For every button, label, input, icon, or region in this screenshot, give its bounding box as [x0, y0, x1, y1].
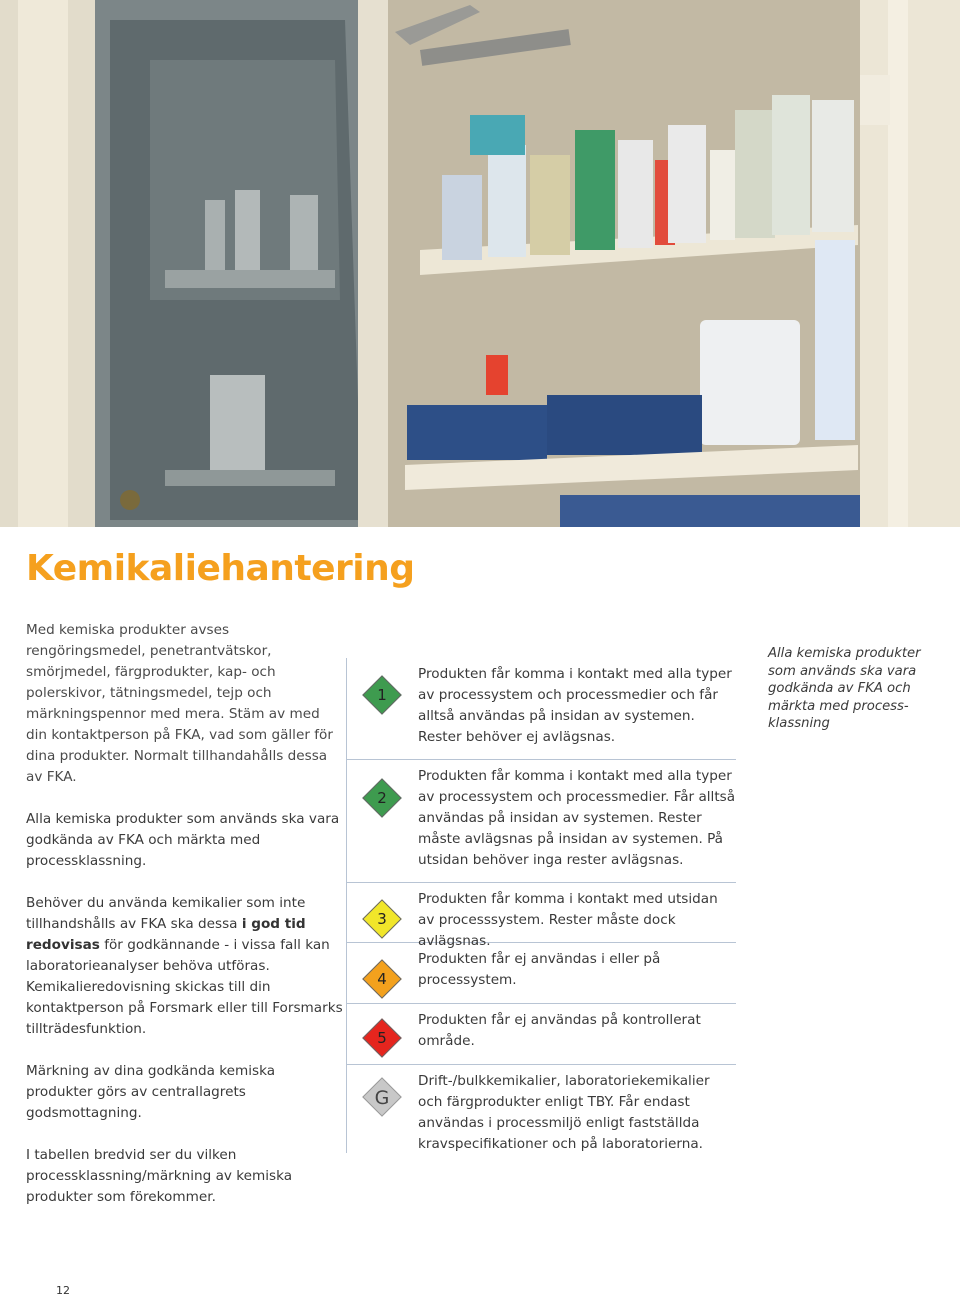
- class-description-4: Produkten får ej användas i eller på processystem.: [418, 951, 661, 988]
- class-label-1: 1: [377, 686, 387, 704]
- intro-paragraph: Med kemiska produkter avses rengöringsmedel, penetrantvätskor, smörjmedel, färgprodukter, kap- och polerskivor, tätningsmedel, tejp och märkningspennor med mera. Stäm av med din kontaktperson på FKA, vad som gäller för dina produkter. Normalt tillhandahålls dessa av FKA.: [26, 622, 333, 785]
- class-row-5: [347, 1004, 736, 1065]
- class-row-g: [347, 1065, 736, 1153]
- class-description-1: Produkten får komma i kontakt med alla typer av processystem och processmedier och får alltså användas på insidan av systemen. Rester behöver ej avlägsnas.: [418, 666, 732, 745]
- class-symbol-4: [347, 943, 413, 1003]
- cabinet-photo: [0, 0, 960, 527]
- class-symbol-5: [347, 1004, 413, 1064]
- approval-paragraph: Alla kemiska produkter som används ska vara godkända av FKA och märkta med processklassning.: [26, 811, 340, 869]
- class-label-5: 5: [377, 1029, 387, 1047]
- class-row-1: [347, 658, 736, 760]
- class-description-5: Produkten får ej användas på kontrollerat område.: [418, 1012, 701, 1049]
- class-row-2: [347, 760, 736, 883]
- reporting-text-end: för godkännande - i vissa fall kan laboratorieanalyser behöva utföras. Kemikalieredovisning skickas till din kontaktperson på Forsmark eller till Forsmarks tillträdesfunktion.: [26, 937, 343, 1037]
- class-row-3: [347, 883, 736, 949]
- reporting-text-start: Behöver du använda kemikalier som inte tillhandshålls av FKA ska dessa: [26, 895, 306, 932]
- class-description-g: Drift-/bulkkemikalier, laboratoriekemikalier och färgprodukter enligt TBY. Får endast användas i processmiljö enligt fastställda kravspecifikationer och på laboratorierna.: [418, 1073, 710, 1152]
- class-symbol-g: [347, 1065, 413, 1153]
- table-reference-paragraph: I tabellen bredvid ser du vilken processklassning/märkning av kemiska produkter som förekommer.: [26, 1147, 293, 1205]
- class-label-2: 2: [377, 789, 387, 807]
- page-number: 12: [56, 1284, 70, 1297]
- class-symbol-1: [347, 658, 413, 759]
- class-label-4: 4: [377, 970, 387, 988]
- process-classification-table: [346, 658, 736, 1153]
- class-description-3: Produkten får komma i kontakt med utsidan av processsystem. Rester måste dock avlägsnas.: [418, 891, 718, 949]
- labelling-paragraph: Märkning av dina godkända kemiska produkter görs av centrallagrets godsmottagning.: [26, 1063, 276, 1121]
- class-label-3: 3: [377, 910, 387, 928]
- class-label-g: G: [374, 1087, 390, 1109]
- reporting-emphasis: i god tid redovisas: [26, 916, 306, 953]
- class-description-2: Produkten får komma i kontakt med alla typer av processystem och processmedier. Får alltså användas på insidan av systemen. Rester måste avlägsnas på insidan av systemen. På utsidan behöver inga rester avlägsnas.: [418, 768, 736, 868]
- class-symbol-2: [347, 760, 413, 882]
- class-row-4: [347, 943, 736, 1004]
- reporting-paragraph: [26, 893, 344, 1040]
- left-column: [26, 620, 344, 1229]
- page-title: Kemikaliehantering: [26, 548, 415, 589]
- class-symbol-3: [347, 883, 413, 942]
- side-note: Alla kemiska produkter som används ska vara godkända av FKA och märkta med processklassning: [768, 646, 921, 731]
